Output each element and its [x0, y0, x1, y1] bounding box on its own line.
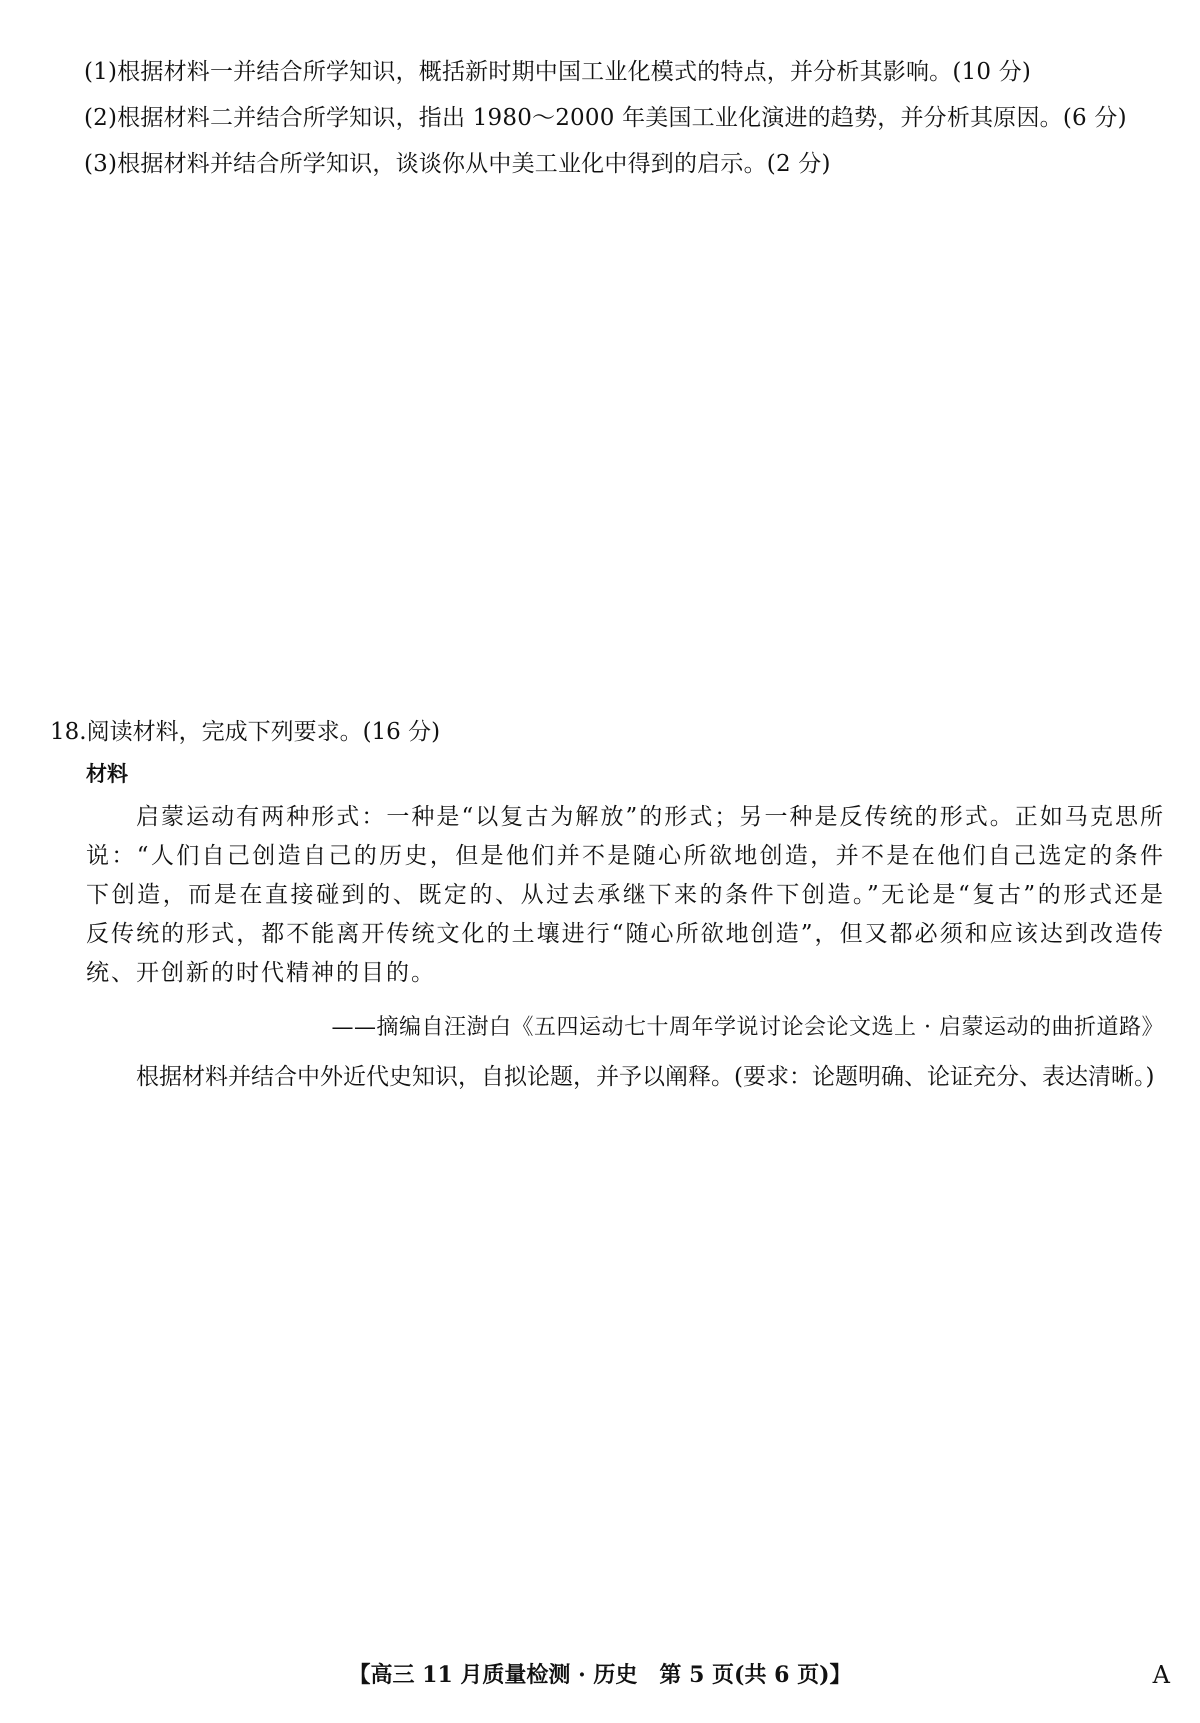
question-18-task: 根据材料并结合中外近代史知识，自拟论题，并予以阐释。(要求：论题明确、论证充分、表达清晰。) [136, 1064, 1155, 1090]
material-label: 材料 [86, 762, 128, 786]
material-text: 启蒙运动有两种形式：一种是“以复古为解放”的形式；另一种是反传统的形式。正如马克思所说：“人们自己创造自己的历史，但是他们并不是随心所欲地创造，并不是在他们自己选定的条件下创造，而是在直接碰到的、既定的、从过去承继下来的条件下创造。”无论是“复古”的形式还是反传统的形式，都不能离开传统文化的土壤进行“随心所欲地创造”，但又都必须和应该达到改造传统、开创新的时代精神的目的。 [86, 804, 1165, 986]
page-footer: 【高三 11 月质量检测 · 历史 第 5 页(共 6 页)】 [348, 1662, 852, 1688]
material-source: ——摘编自汪澍白《五四运动七十周年学说讨论会论文选上 · 启蒙运动的曲折道路》 [331, 1015, 1164, 1040]
question-17-part-1: (1)根据材料一并结合所学知识，概括新时期中国工业化模式的特点，并分析其影响。(10 分) [84, 59, 1032, 85]
question-17-part-2: (2)根据材料二并结合所学知识，指出 1980～2000 年美国工业化演进的趋势，并分析其原因。(6 分) [84, 105, 1127, 131]
paper-version-label: A [1152, 1661, 1170, 1689]
question-18-title: 18.阅读材料，完成下列要求。(16 分) [50, 719, 441, 745]
question-17-part-3: (3)根据材料并结合所学知识，谈谈你从中美工业化中得到的启示。(2 分) [84, 151, 831, 177]
